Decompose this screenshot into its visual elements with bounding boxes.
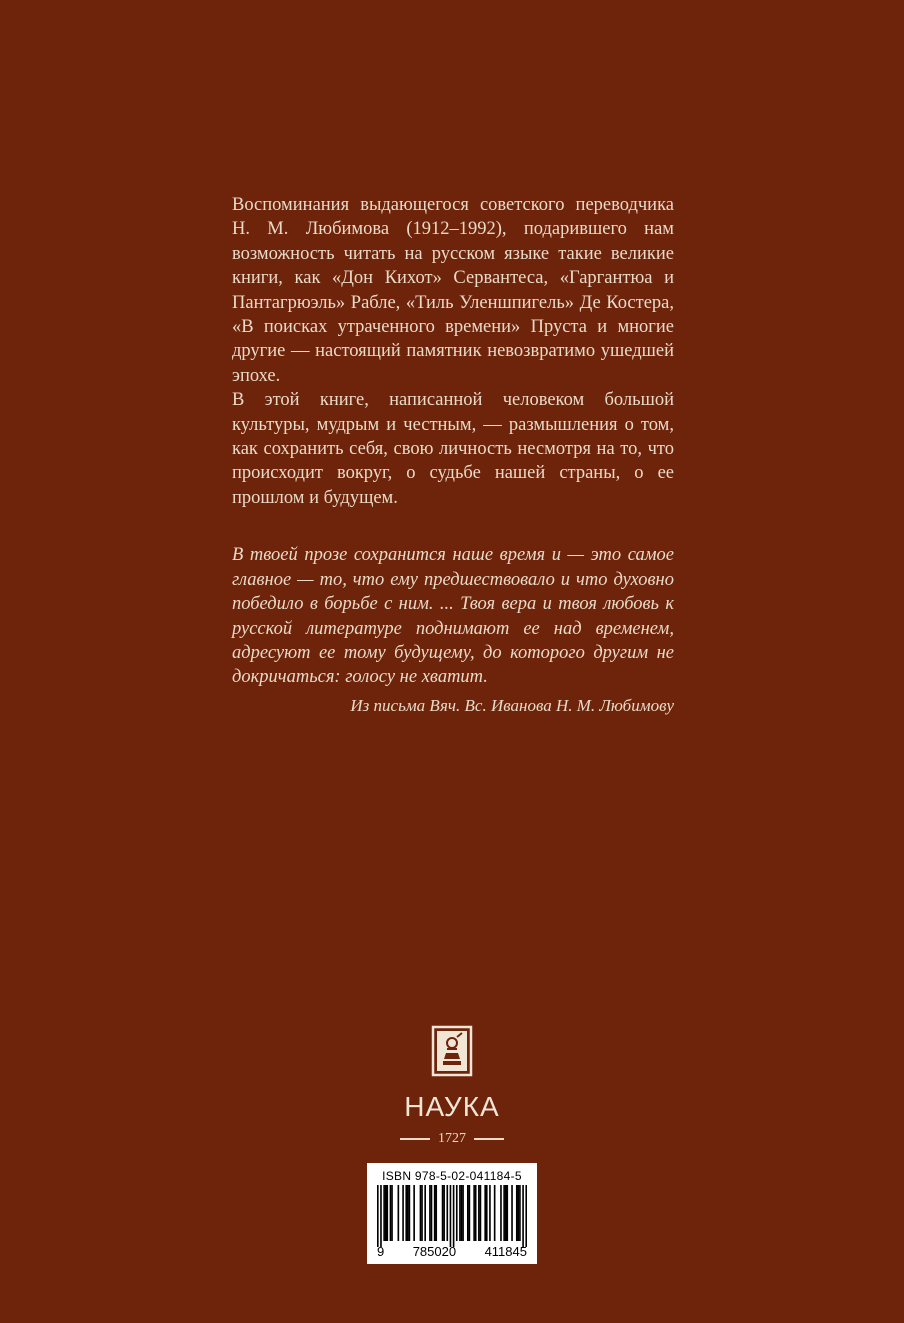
barcode-bar xyxy=(459,1185,461,1241)
barcode-bar xyxy=(380,1185,382,1247)
barcode-bar xyxy=(461,1185,463,1241)
barcode-bar xyxy=(478,1185,480,1241)
barcode-bar xyxy=(467,1185,469,1241)
barcode-digits xyxy=(377,1245,527,1259)
barcode-bar xyxy=(413,1185,415,1241)
quote-attribution: Из письма Вяч. Вс. Иванова Н. М. Любимову xyxy=(350,695,674,715)
barcode-bar xyxy=(390,1185,392,1241)
description-paragraph-1: Воспоминания выдающегося советского переводчика Н. М. Любимова (1912–1992), подарившего нам возможность читать на русском языке такие великие книги, как «Дон Кихот» Сервантеса, «Гаргантюа и Пантагрюэль» Рабле, «Тиль Уленшпигель» Де Костера, «В поисках утраченного времени» Пруста и многие другие — настоящий памятник невозвратимо ушедшей эпохе. xyxy=(232,195,674,386)
barcode-bar xyxy=(486,1185,488,1241)
barcode-bar xyxy=(435,1185,437,1241)
barcode-bar xyxy=(473,1185,475,1241)
barcode-bar xyxy=(405,1185,407,1241)
publisher-year: 1727 xyxy=(438,1131,466,1146)
barcode-bar xyxy=(519,1185,521,1241)
barcode-bar xyxy=(469,1185,471,1241)
barcode-bar xyxy=(480,1185,482,1241)
barcode-bar xyxy=(385,1185,387,1241)
description-paragraph-2: В этой книге, написанной человеком большой культуры, мудрым и честным, — размышления о том, как сохранить себя, свою личность несмотря на то, что происходит вокруг, о судьбе нашей страны, о ее прошлом и будущем. xyxy=(232,390,674,508)
barcode-bar xyxy=(456,1185,458,1241)
back-cover-text xyxy=(232,193,674,718)
barcode-bar xyxy=(443,1185,445,1241)
isbn-label: ISBN 978-5-02-041184-5 xyxy=(382,1169,522,1183)
barcode-bar xyxy=(420,1185,422,1241)
barcode-bar xyxy=(525,1185,527,1247)
year-rule-right xyxy=(474,1138,504,1140)
barcode-bars xyxy=(377,1185,527,1247)
barcode-bar xyxy=(383,1185,385,1241)
barcode-bar xyxy=(434,1185,436,1241)
barcode-bar xyxy=(386,1185,388,1241)
barcode-bar xyxy=(429,1185,431,1241)
barcode-bar xyxy=(407,1185,409,1241)
barcode-bar xyxy=(503,1185,505,1241)
publisher-name: НАУКА xyxy=(404,1091,500,1122)
barcode-bar xyxy=(475,1185,477,1241)
quote-text: В твоей прозе сохранится наше время и — это самое главное — то, что ему предшествовало и что духовно победило в борьбе с ним. ... Твоя вера и твоя любовь к русской литературе поднимают ее над временем, адресуют ее тому будущему, до которого другим не докричаться: голосу не хватит. xyxy=(232,545,674,688)
barcode-bar xyxy=(506,1185,508,1241)
barcode-bar xyxy=(511,1185,513,1241)
isbn-barcode xyxy=(367,1163,537,1264)
barcode-bar xyxy=(446,1185,448,1241)
barcode-bar xyxy=(442,1185,444,1241)
barcode-bar xyxy=(421,1185,423,1241)
barcode-bar xyxy=(462,1185,464,1241)
barcode-digit-group-2: 411845 xyxy=(484,1244,527,1259)
barcode-digit-group-1: 785020 xyxy=(412,1244,457,1259)
barcode-bar xyxy=(484,1185,486,1241)
barcode-bar xyxy=(402,1185,404,1241)
barcode-bar xyxy=(398,1185,400,1241)
barcode-digit-prefix: 9 xyxy=(377,1244,385,1259)
barcode-bar xyxy=(453,1185,455,1247)
barcode-bar xyxy=(518,1185,520,1241)
barcode-bar xyxy=(494,1185,496,1241)
barcode-bar xyxy=(409,1185,411,1241)
publisher-year-row xyxy=(0,1131,904,1147)
barcode-bar xyxy=(450,1185,452,1247)
barcode-bar xyxy=(489,1185,491,1241)
barcode-bar xyxy=(377,1185,379,1247)
barcode-bar xyxy=(500,1185,502,1241)
barcode-bar xyxy=(431,1185,433,1241)
barcode-bar xyxy=(391,1185,393,1241)
publisher-block xyxy=(0,1025,904,1147)
barcode-bar xyxy=(505,1185,507,1241)
barcode-bar xyxy=(516,1185,518,1241)
nauka-logo-icon xyxy=(431,1025,473,1077)
year-rule-left xyxy=(400,1138,430,1140)
barcode-bar xyxy=(522,1185,524,1247)
barcode-bar xyxy=(424,1185,426,1241)
